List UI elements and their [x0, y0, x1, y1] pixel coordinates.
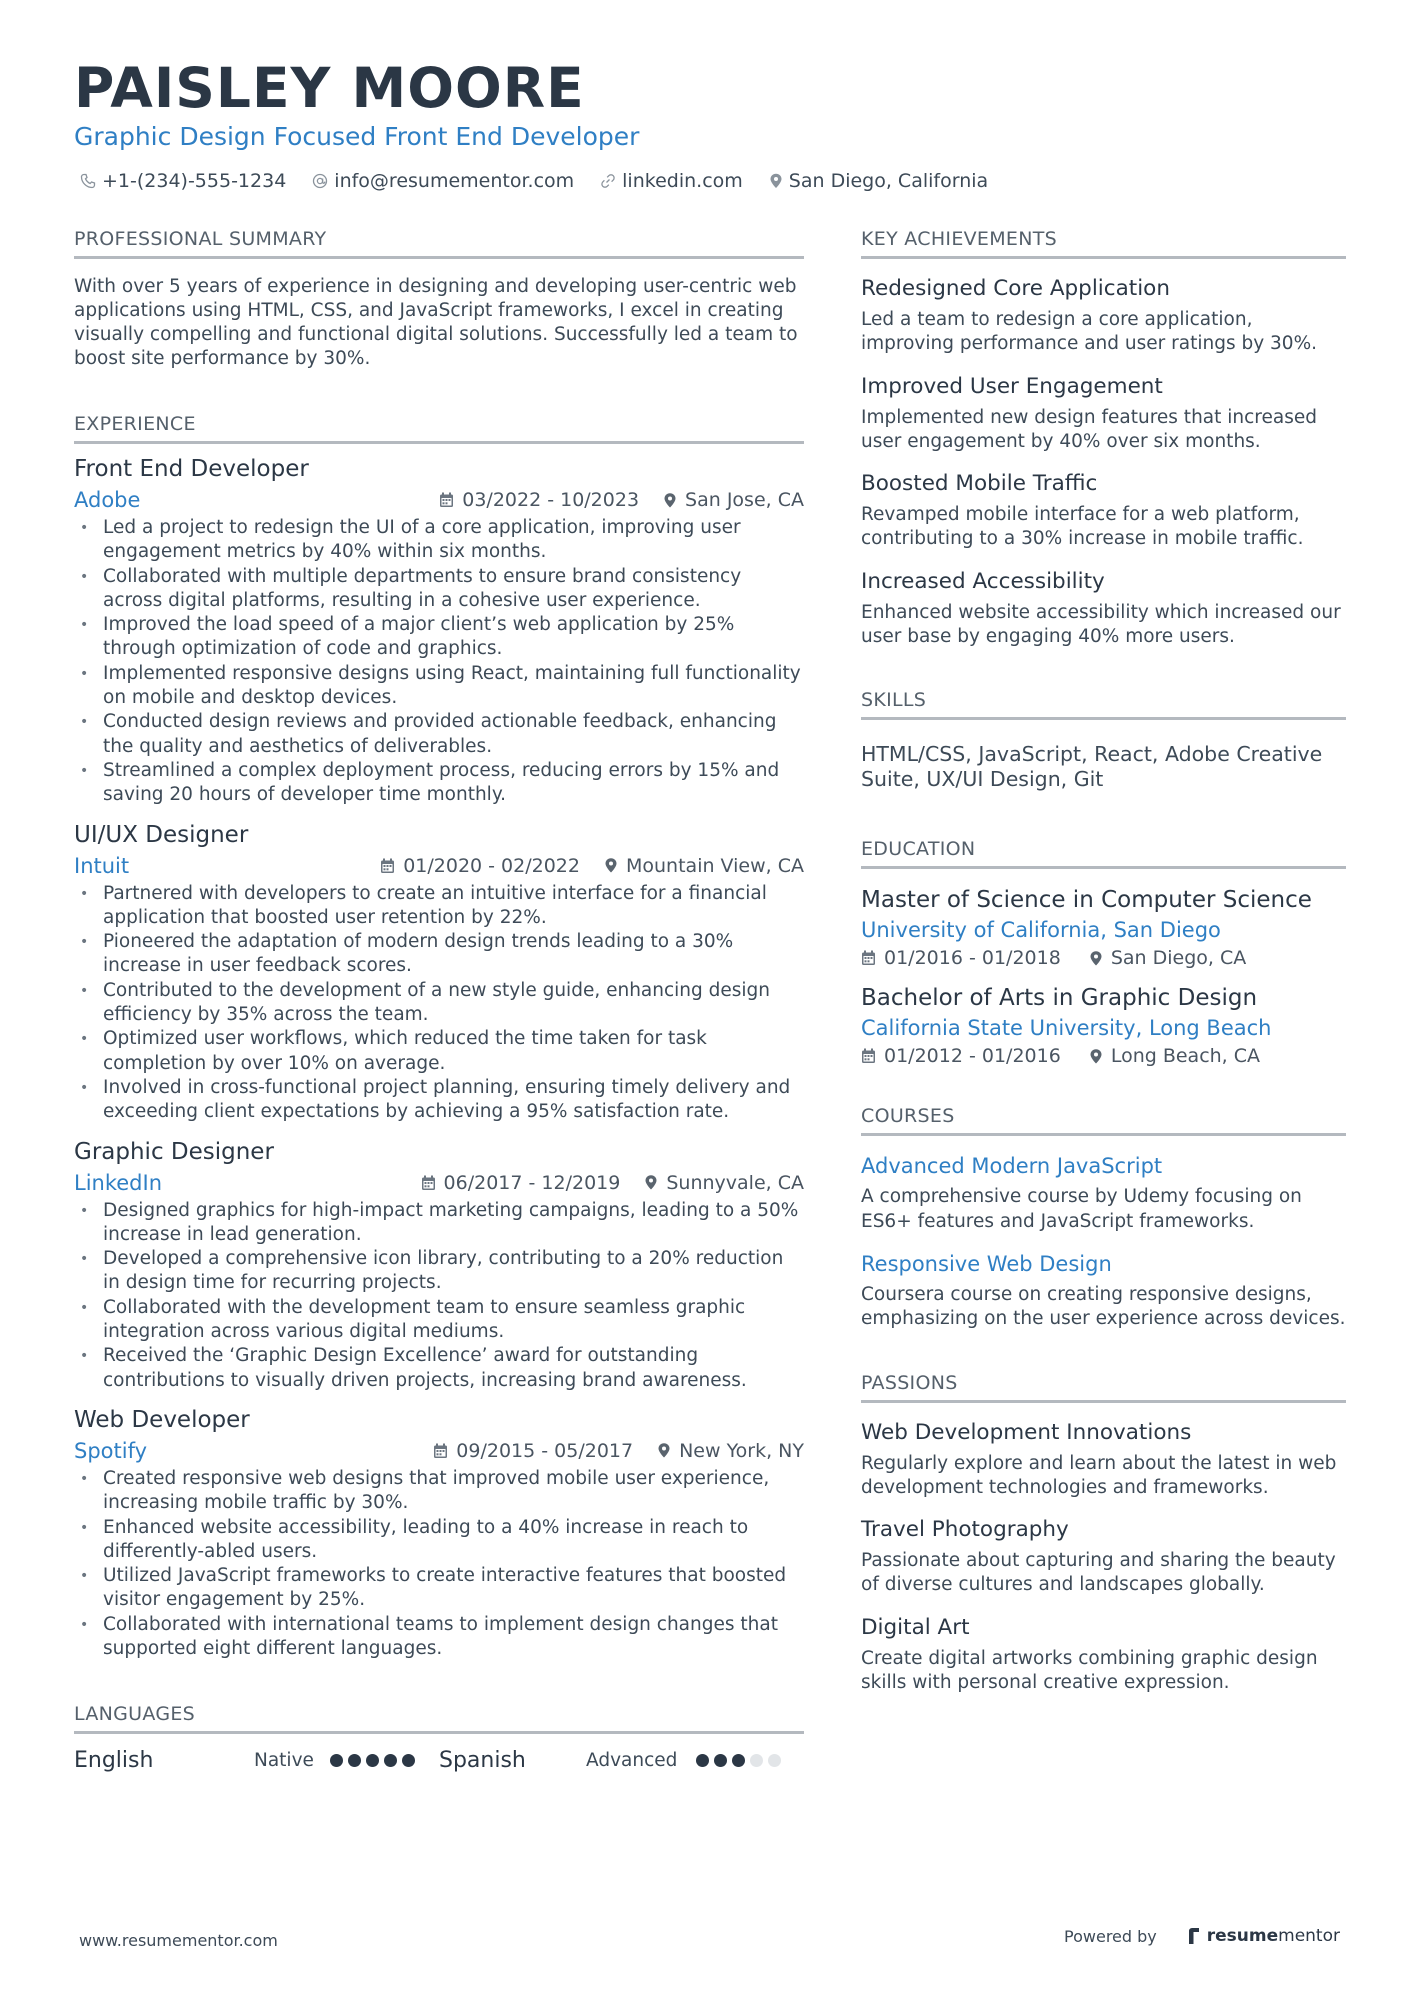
summary-section [74, 228, 804, 371]
course-title: Advanced Modern JavaScript [861, 1154, 1163, 1179]
left-column [74, 228, 804, 1773]
location-icon [1089, 1048, 1103, 1065]
education-degree: Bachelor of Arts in Graphic Design [861, 985, 1258, 1012]
education-heading: EDUCATION [861, 838, 1346, 869]
rating-dot-filled [732, 1754, 745, 1767]
achievement-item [861, 568, 1346, 650]
brand-part1: resume [1206, 1926, 1279, 1946]
achievement-desc: Enhanced website accessibility which increased our user base by engaging 40% more users. [861, 601, 1341, 648]
contact-link[interactable] [600, 170, 743, 192]
brand-logo[interactable] [1187, 1926, 1340, 1946]
course-item [861, 1152, 1346, 1234]
passion-desc: Regularly explore and learn about the latest in web development technologies and frameworks. [861, 1452, 1337, 1498]
education-location: San Diego, CA [1089, 947, 1246, 969]
education-location: Long Beach, CA [1089, 1045, 1260, 1067]
achievement-desc: Revamped mobile interface for a web platform, contributing to a 30% increase in mobile traffic. [861, 504, 1304, 550]
bullet-item: • Streamlined a complex deployment process, reducing errors by 15% and saving 20 hours of developer time monthly. [74, 759, 804, 808]
calendar-icon [380, 858, 395, 874]
rating-dot-filled [348, 1754, 361, 1767]
role-meta [74, 1171, 804, 1195]
experience-heading: EXPERIENCE [74, 413, 804, 444]
bullet-item: • Created responsive web designs that improved mobile user experience, increasing mobile traffic by 30%. [74, 1467, 804, 1516]
role-bullets [74, 1467, 804, 1661]
passion-title: Web Development Innovations [861, 1419, 1192, 1445]
skills-list: HTML/CSS, JavaScript, React, Adobe Creative Suite, UX/UI Design, Git [861, 742, 1323, 792]
bullet-item: • Designed graphics for high-impact marketing campaigns, leading to a 50% increase in lead generation. [74, 1199, 804, 1248]
course-item [861, 1250, 1346, 1332]
bullet-item: • Developed a comprehensive icon library, contributing to a 20% reduction in design time for recurring projects. [74, 1247, 804, 1296]
role-dates: 03/2022 - 10/2023 [439, 489, 639, 511]
courses-section [861, 1105, 1346, 1331]
role-bullets [74, 882, 804, 1125]
education-dates: 01/2012 - 01/2016 [861, 1045, 1061, 1067]
language-name: Spanish [439, 1748, 526, 1774]
location-icon [663, 492, 677, 509]
bullet-item: • Collaborated with international teams to implement design changes that supported eight different languages. [74, 1613, 804, 1662]
bullet-item: • Partnered with developers to create an intuitive interface for a financial application that boosted user retention by 22%. [74, 882, 804, 931]
rating-dot-filled [366, 1754, 379, 1767]
bullet-item: • Pioneered the adaptation of modern design trends leading to a 30% increase in user feedback scores. [74, 930, 804, 979]
role-meta [74, 854, 804, 878]
bullet-item: • Optimized user workflows, which reduced the time taken for task completion by over 10% on average. [74, 1027, 804, 1076]
bullet-item: • Enhanced website accessibility, leading to a 40% increase in reach to differently-abled users. [74, 1516, 804, 1565]
company-name: LinkedIn [74, 1170, 163, 1195]
education-degree: Master of Science in Computer Science [861, 887, 1312, 914]
location-icon [644, 1174, 658, 1191]
course-title: Responsive Web Design [861, 1251, 1112, 1276]
passion-desc: Create digital artworks combining graphic design skills with personal creative expression. [861, 1647, 1318, 1694]
brand-part2: mentor [1278, 1926, 1340, 1946]
achievement-item [861, 373, 1346, 455]
education-school: California State University, Long Beach [861, 1016, 1272, 1041]
role-dates: 09/2015 - 05/2017 [433, 1440, 633, 1462]
role-dates: 01/2020 - 02/2022 [380, 855, 580, 877]
role-title: UI/UX Designer [74, 821, 249, 848]
right-column [861, 228, 1346, 1711]
calendar-icon [861, 950, 876, 966]
skills-heading: SKILLS [861, 689, 1346, 720]
bullet-item: • Collaborated with the development team to ensure seamless graphic integration across various digital mediums. [74, 1296, 804, 1345]
link-icon [600, 173, 616, 189]
passion-item [861, 1419, 1346, 1501]
experience-section [74, 413, 804, 1661]
achievement-title: Boosted Mobile Traffic [861, 471, 1098, 497]
bullet-item: • Improved the load speed of a major client’s web application by 25% through optimization of code and graphics. [74, 613, 804, 662]
footer-powered [1064, 1926, 1340, 1946]
footer-website[interactable]: www.resumementor.com [79, 1931, 278, 1950]
rating-dot-empty [768, 1754, 781, 1767]
location-icon [604, 857, 618, 874]
contact-location [769, 170, 988, 192]
company-name: Spotify [74, 1438, 148, 1463]
bullet-item: • Utilized JavaScript frameworks to create interactive features that boosted visitor engagement by 25%. [74, 1564, 804, 1613]
language-item [74, 1748, 439, 1773]
achievements-heading: KEY ACHIEVEMENTS [861, 228, 1346, 259]
contact-bar [80, 170, 1014, 192]
experience-entry [74, 1405, 804, 1661]
bullet-item: • Collaborated with multiple departments to ensure brand consistency across digital platforms, resulting in a cohesive user experience. [74, 565, 804, 614]
powered-by-text: Powered by [1064, 1926, 1157, 1946]
courses-heading: COURSES [861, 1105, 1346, 1136]
role-location: San Jose, CA [663, 489, 804, 511]
passion-desc: Passionate about capturing and sharing the beauty of diverse cultures and landscapes globally. [861, 1550, 1336, 1596]
course-desc: A comprehensive course by Udemy focusing on ES6+ features and JavaScript frameworks. [861, 1186, 1302, 1232]
role-title: Front End Developer [74, 456, 309, 482]
contact-link-text: linkedin.com [622, 170, 743, 192]
bullet-item: • Involved in cross-functional project planning, ensuring timely delivery and exceeding client expectations by achieving a 95% satisfaction rate. [74, 1076, 804, 1125]
rating-dot-filled [384, 1754, 397, 1767]
company-name: Adobe [74, 488, 141, 512]
contact-phone[interactable] [80, 170, 286, 192]
phone-icon [80, 173, 96, 189]
achievement-desc: Implemented new design features that increased user engagement by 40% over six months. [861, 406, 1317, 452]
calendar-icon [439, 492, 454, 508]
passions-section [861, 1372, 1346, 1696]
bullet-item: • Contributed to the development of a new style guide, enhancing design efficiency by 35% across the team. [74, 979, 804, 1028]
education-school: University of California, San Diego [861, 918, 1221, 943]
passions-heading: PASSIONS [861, 1372, 1346, 1403]
role-bullets [74, 516, 804, 808]
education-item [861, 983, 1346, 1067]
languages-section [74, 1703, 804, 1773]
role-meta [74, 1439, 804, 1463]
achievement-item [861, 275, 1346, 357]
passion-title: Digital Art [861, 1614, 970, 1640]
experience-entry [74, 820, 804, 1125]
candidate-name: PAISLEY MOORE [74, 56, 585, 120]
location-icon [657, 1442, 671, 1459]
achievement-desc: Led a team to redesign a core application, improving performance and user ratings by 30%. [861, 309, 1318, 355]
calendar-icon [421, 1175, 436, 1191]
summary-heading: PROFESSIONAL SUMMARY [74, 228, 804, 259]
role-location: Mountain View, CA [604, 855, 804, 877]
contact-phone-text: +1-(234)-555-1234 [102, 170, 287, 192]
language-level: Advanced [586, 1750, 678, 1772]
achievement-item [861, 470, 1346, 552]
education-item [861, 885, 1346, 969]
experience-entry [74, 1137, 804, 1393]
passion-item [861, 1516, 1346, 1598]
language-rating [330, 1754, 420, 1767]
role-title: Graphic Designer [74, 1138, 274, 1165]
bullet-item: • Implemented responsive designs using React, maintaining full functionality on mobile and desktop devices. [74, 662, 804, 711]
contact-location-text: San Diego, California [788, 170, 989, 192]
contact-email[interactable] [312, 170, 574, 192]
role-dates: 06/2017 - 12/2019 [421, 1172, 621, 1194]
bullet-item: • Conducted design reviews and provided actionable feedback, enhancing the quality and aesthetics of deliverables. [74, 710, 804, 759]
bullet-item: • Received the ‘Graphic Design Excellence’ award for outstanding contributions to visually driven projects, increasing brand awareness. [74, 1344, 804, 1393]
achievement-title: Improved User Engagement [861, 373, 1163, 399]
role-location: Sunnyvale, CA [644, 1172, 804, 1194]
rating-dot-empty [750, 1754, 763, 1767]
rating-dot-filled [402, 1754, 415, 1767]
achievement-title: Redesigned Core Application [861, 276, 1170, 301]
location-icon [1089, 950, 1103, 967]
bullet-item: • Led a project to redesign the UI of a core application, improving user engagement metrics by 40% within six months. [74, 516, 804, 565]
rating-dot-filled [714, 1754, 727, 1767]
languages-heading: LANGUAGES [74, 1703, 804, 1734]
achievement-title: Increased Accessibility [861, 568, 1105, 594]
language-rating [696, 1754, 786, 1767]
email-icon [312, 173, 328, 189]
location-icon [769, 173, 783, 189]
rating-dot-filled [696, 1754, 709, 1767]
education-section [861, 838, 1346, 1067]
contact-email-text: info@resumementor.com [334, 170, 575, 192]
passion-title: Travel Photography [861, 1517, 1069, 1543]
candidate-headline: Graphic Design Focused Front End Developer [74, 122, 640, 151]
passion-item [861, 1614, 1346, 1696]
calendar-icon [433, 1443, 448, 1459]
course-desc: Coursera course on creating responsive designs, emphasizing on the user experience across devices. [861, 1283, 1346, 1330]
language-name: English [74, 1748, 154, 1774]
skills-section [861, 689, 1346, 792]
role-meta [74, 488, 804, 512]
calendar-icon [861, 1048, 876, 1064]
experience-entry [74, 454, 804, 808]
rating-dot-filled [330, 1754, 343, 1767]
role-title: Web Developer [74, 1406, 250, 1433]
company-name: Intuit [74, 853, 130, 878]
achievements-section [861, 228, 1346, 649]
role-bullets [74, 1199, 804, 1393]
resumementor-logo-icon [1187, 1927, 1201, 1945]
language-level: Native [254, 1750, 314, 1772]
summary-text: With over 5 years of experience in designing and developing user-centric web applications using HTML, CSS, and JavaScript frameworks, I excel in creating visually compelling and functional digital solutions. Successfully led a team to boost site performance by 30%. [74, 276, 798, 369]
role-location: New York, NY [657, 1440, 804, 1462]
language-item [439, 1748, 804, 1773]
education-dates: 01/2016 - 01/2018 [861, 947, 1061, 969]
